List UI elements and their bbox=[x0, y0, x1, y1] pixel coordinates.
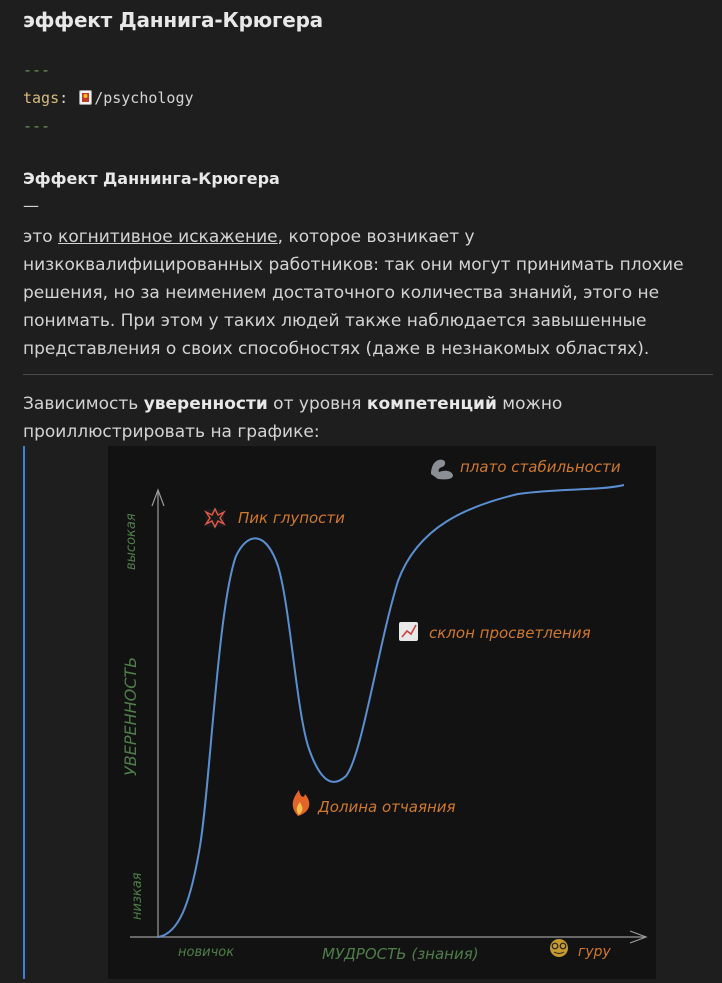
slope-label: склон просветления bbox=[429, 624, 591, 642]
tags-key: tags bbox=[23, 89, 60, 107]
peak-label: Пик глупости bbox=[238, 509, 345, 527]
dunning-kruger-chart bbox=[108, 446, 656, 979]
em-dash: — bbox=[23, 196, 39, 215]
plateau-label: плато стабильности bbox=[460, 458, 621, 476]
para-text-rest: , которое возникает у низкоквалифицированных работников: так они могут принимать плохие решения, но за неимением достаточного количества знаний, этого не понимать. При этом у таких людей также наблюдается завышенные представления о своих способностях (даже в незнакомых областях). bbox=[23, 227, 684, 359]
cognitive-bias-link[interactable]: когнитивное искажение bbox=[58, 227, 278, 247]
nerd-face-icon bbox=[550, 939, 568, 957]
frontmatter-open: --- bbox=[23, 61, 51, 79]
horizontal-divider bbox=[23, 374, 713, 375]
chart-intro-paragraph bbox=[23, 390, 713, 446]
intro-bold-confidence: уверенности bbox=[143, 394, 268, 414]
frontmatter-tags bbox=[23, 89, 194, 107]
angry-icon bbox=[206, 509, 224, 527]
y-low-label: низкая bbox=[130, 872, 145, 920]
chart-up-icon bbox=[399, 622, 418, 641]
x-high-label: гуру bbox=[578, 944, 611, 960]
definition-paragraph bbox=[23, 223, 713, 363]
section-heading: Эффект Даннинга-Крюгера bbox=[23, 169, 280, 188]
x-axis-title: МУДРОСТЬ (знания) bbox=[322, 945, 479, 963]
tags-separator: : bbox=[59, 89, 69, 107]
valley-label: Долина отчаяния bbox=[318, 798, 456, 816]
confidence-curve bbox=[158, 485, 624, 937]
para-text-start: это bbox=[23, 227, 59, 247]
y-high-label: высокая bbox=[124, 513, 139, 570]
note-title: эффект Даннига-Крюгера bbox=[23, 8, 323, 32]
intro-text-a: Зависимость bbox=[23, 394, 144, 414]
y-axis-title: УВЕРЕННОСТЬ bbox=[121, 656, 140, 776]
frontmatter-close: --- bbox=[23, 117, 51, 135]
intro-text-c: от уровня bbox=[267, 394, 367, 414]
intro-bold-competence: компетенций bbox=[366, 394, 497, 414]
chart-svg bbox=[108, 446, 656, 979]
x-low-label: новичок bbox=[178, 945, 235, 960]
fire-icon bbox=[293, 790, 310, 816]
embed-left-bar bbox=[23, 446, 25, 979]
muscle-icon bbox=[431, 460, 453, 480]
intro-text-e: можно проиллюстрировать на графике: bbox=[23, 394, 563, 442]
tag-psychology-link[interactable]: /psychology bbox=[94, 89, 194, 107]
joker-card-icon bbox=[79, 90, 92, 105]
